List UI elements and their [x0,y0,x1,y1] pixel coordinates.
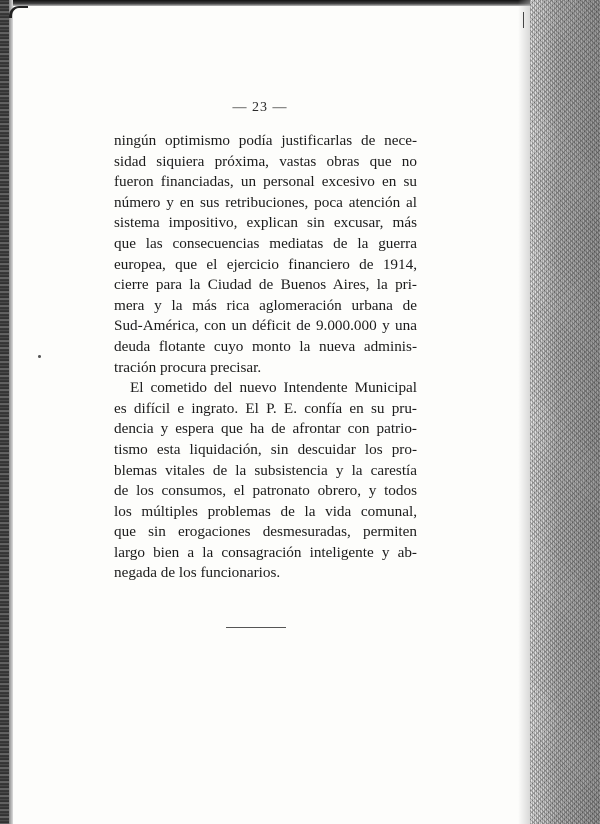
text-line: europea, que el ejercicio financiero de 1914, [114,255,417,273]
text-line: número y en sus retribuciones, poca atención al [114,193,417,211]
stray-ink-mark [38,355,41,358]
text-line: dencia y espera que ha de afrontar con patrio- [114,420,417,438]
text-line: de los consumos, el patronato obrero, y todos [114,482,417,500]
text-line: sistema impositivo, explican sin excusar, más [114,214,417,232]
text-line: blemas vitales de la subsistencia y la carestía [114,461,417,479]
left-binding-shadow [9,0,13,824]
text-line: negada de los funcionarios. [114,564,281,582]
text-line: los múltiples problemas de la vida comunal, [114,502,417,520]
right-edge-shadow [518,0,530,824]
text-line: fueron financiadas, un personal excesivo en su [114,173,417,191]
text-line: mera y la más rica aglomeración urbana de [114,296,417,314]
right-scan-edge [530,0,600,824]
left-binding-edge [0,0,9,824]
text-line: que sin erogaciones desmesuradas, permiten [114,523,417,541]
edge-tick-mark [523,12,524,28]
text-line: deuda flotante cuyo monto la nueva adminis- [114,337,417,355]
text-line: Sud-América, con un déficit de 9.000.000 y una [114,317,417,335]
text-line: largo bien a la consagración inteligente y ab- [114,543,417,561]
text-line: tración procura precisar. [114,358,262,376]
text-line: sidad siquiera próxima, vastas obras que no [114,152,417,170]
end-rule [226,627,286,628]
body-text [114,131,417,584]
page-number: — 23 — [232,100,288,115]
text-line: cierre para la Ciudad de Buenos Aires, la pri- [114,276,417,294]
text-line: ningún optimismo podía justificarlas de nece- [114,132,417,149]
top-scan-edge [0,0,560,6]
text-line: El cometido del nuevo Intendente Municipal [130,379,417,397]
text-line: es difícil e ingrato. El P. E. confía en su pru- [114,399,417,417]
text-line: que las consecuencias mediatas de la guerra [114,234,417,252]
text-line: tismo esta liquidación, sin descuidar los pro- [114,440,417,458]
corner-mark [9,6,28,18]
